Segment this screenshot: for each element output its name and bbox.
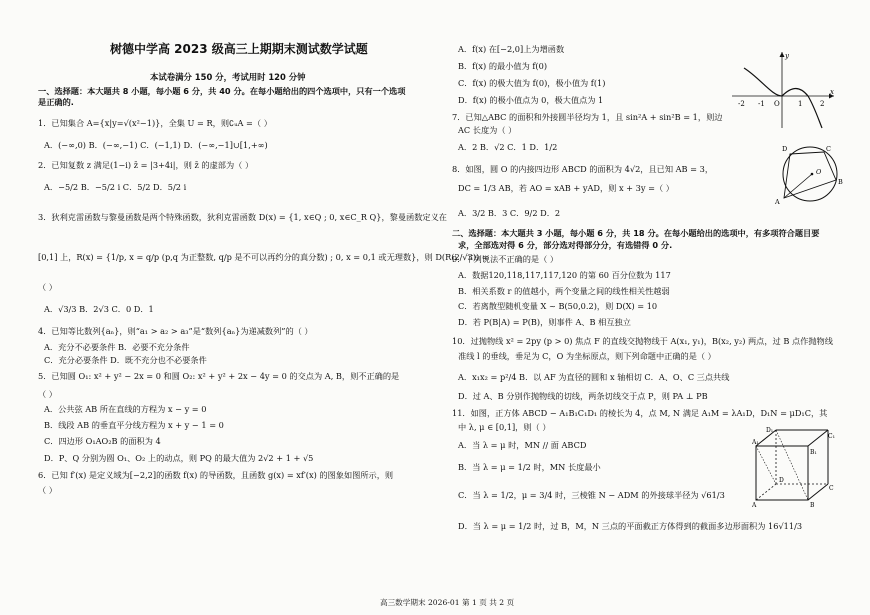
segment-d1c xyxy=(776,430,808,500)
x-axis-label: x xyxy=(830,88,834,96)
cube-edge-5 xyxy=(808,484,828,500)
q10: 10．过抛物线 x² = 2py (p > 0) 焦点 F 的直线交抛物线于 A(x₁, y₁)，B(x₂, y₂) 两点，过 B 点作抛物线 xyxy=(452,336,833,346)
q5-option-a: A．公共弦 AB 所在直线的方程为 x − y = 0 xyxy=(44,404,207,414)
q9-option-d: D．若 P(B|A) = P(B)，则事件 A、B 相互独立 xyxy=(458,317,631,327)
center-o xyxy=(811,173,814,176)
q3-paren: （ ） xyxy=(38,282,57,292)
cube-edge-2 xyxy=(808,430,828,446)
q4: 4．已知等比数列{aₙ}，则“a₁ > a₂ > a₃”是“数列{aₙ}为递减数列”的（ ） xyxy=(38,326,313,336)
q6-option-c: C．f(x) 的极大值为 f(0)，极小值为 f(1) xyxy=(458,78,606,88)
circle-figure xyxy=(774,140,846,206)
page-footer: 高三数学期末 2026-01 第 1 页 共 2 页 xyxy=(380,598,515,607)
q9-option-c: C．若离散型随机变量 X ~ B(50,0.2)，则 D(X) = 10 xyxy=(458,301,658,311)
circle-o xyxy=(783,147,837,201)
x-tick-2: 2 xyxy=(820,100,825,108)
x-tick-1: 1 xyxy=(798,100,803,108)
label-a: A xyxy=(775,198,780,206)
q1-options: A．(−∞,0) B．(−∞,−1) C．(−1,1) D．(−∞,−1]∪[1,+∞) xyxy=(44,140,268,150)
q6-option-b: B．f(x) 的最小值为 f(0) xyxy=(458,61,548,71)
q2-options: A．−5/2 B．−5/2 i C．5/2 D．5/2 i xyxy=(44,182,187,192)
graph-figure xyxy=(730,48,840,130)
x-tick-neg2: -2 xyxy=(738,100,745,108)
origin-label: O xyxy=(774,100,780,108)
q6-paren: （ ） xyxy=(38,485,57,495)
cube-hidden-3 xyxy=(756,484,776,500)
q4-options-cd: C．充分必要条件 D．既不充分也不必要条件 xyxy=(44,355,207,365)
q1: 1．已知集合 A={x|y=√(x²−1)}，全集 U = R，则∁ᵤA =（ ） xyxy=(38,118,272,128)
q4-options-ab: A．充分不必要条件 B．必要不充分条件 xyxy=(44,342,190,352)
q8-options: A．3/2 B．3 C．9/2 D．2 xyxy=(458,208,561,218)
label-b1: B₁ xyxy=(810,449,817,456)
section-2-header: 二、选择题：本大题共 3 小题，每小题 6 分，共 18 分。在每小题给出的选项中，有多项符合题目要 xyxy=(452,228,820,238)
section-1-header: 一、选择题：本大题共 8 小题，每小题 6 分，共 40 分。在每小题给出的四个选项中，只有一个选项 xyxy=(38,86,406,96)
label-d1: D₁ xyxy=(766,427,774,434)
cube-figure xyxy=(752,426,836,508)
label-d: D xyxy=(782,145,788,153)
q8: 8．如图，圆 O 的内接四边形 ABCD 的面积为 4√2，且已知 AB = 3， xyxy=(452,164,714,174)
exam-subtitle: 本试卷满分 150 分，考试用时 120 分钟 xyxy=(150,72,306,82)
section-1-header-cont: 是正确的. xyxy=(38,97,74,107)
section-2-header-cont: 求，全部选对得 6 分，部分选对得部分分，有选错得 0 分. xyxy=(458,240,673,250)
label-c1: C₁ xyxy=(828,433,835,440)
label-c: C xyxy=(826,145,831,153)
q9-option-b: B．相关系数 r 的值越小，两个变量之间的线性相关性越弱 xyxy=(458,286,670,296)
q5-option-b: B．线段 AB 的垂直平分线方程为 x + y − 1 = 0 xyxy=(44,420,224,430)
vector-ao xyxy=(784,174,812,198)
q11-option-d: D．当 λ = μ = 1/2 时，过 B，M，N 三点的平面截正方体得到的截面多边形面积为 16√11/3 xyxy=(458,521,803,531)
q10-option-d: D．过 A、B 分别作抛物线的切线，两条切线交于点 P，则 PA ⊥ PB xyxy=(458,391,708,401)
q5: 5．已知圆 O₁: x² + y² − 2x = 0 和圆 O₂: x² + y² + 2x − 4y = 0 的交点为 A, B，则不正确的是 xyxy=(38,371,400,381)
cube-front-face xyxy=(756,446,808,500)
curve-g xyxy=(744,68,825,128)
q5-paren: （ ） xyxy=(38,389,57,399)
q5-option-d: D．P、Q 分别为圆 O₁、O₂ 上的动点，则 PQ 的最大值为 2√2 + 1 + √5 xyxy=(44,453,314,463)
q3: 3．狄利克雷函数与黎曼函数是两个特殊函数，狄利克雷函数 D(x) = {1, x∈Q ; 0, x∈C_R Q}，黎曼函数定义在 xyxy=(38,212,447,222)
q7-cont: AC 长度为（ ） xyxy=(458,125,517,135)
y-axis-label: y xyxy=(785,52,789,60)
q3-cont: [0,1] 上，R(x) = {1/p, x = q/p (p,q 为正整数, q/p 是不可以再约分的真分数) ; 0, x = 0,1 或无理数}，则 D(R(2/√3)) = xyxy=(38,252,489,262)
q11-option-c: C．当 λ = 1/2，μ = 3/4 时，三棱锥 N − ADM 的外接球半径为 √61/3 xyxy=(458,490,725,500)
q9: 9．下列说法不正确的是（ ） xyxy=(452,254,559,264)
label-a1: A₁ xyxy=(752,439,759,446)
q2: 2．已知复数 z 满足(1−i) z̄ = |3+4i|，则 z̄ 的虚部为（ ） xyxy=(38,160,254,170)
y-axis-arrow xyxy=(780,52,785,57)
label-c: C xyxy=(829,485,834,492)
q11-cont: 中 λ, μ ∈ [0,1]，则（ ） xyxy=(458,422,551,432)
q9-option-a: A．数据120,118,117,117,120 的第 60 百分位数为 117 xyxy=(458,270,671,280)
q10-options-abc: A．x₁x₂ = p²/4 B．以 AF 为直径的圆和 x 轴相切 C．A、O、C 三点共线 xyxy=(458,372,730,382)
exam-title: 树德中学高 2023 级高三上期期末测试数学试题 xyxy=(110,42,368,56)
label-o: O xyxy=(816,168,822,176)
label-a: A xyxy=(752,502,757,508)
q10-cont: 准线 l 的垂线，垂足为 C，O 为坐标原点，则下列命题中正确的是（ ） xyxy=(458,351,716,361)
q11-option-a: A．当 λ = μ 时，MN // 面 ABCD xyxy=(458,440,587,450)
q5-option-c: C．四边形 O₁AO₂B 的面积为 4 xyxy=(44,436,161,446)
x-tick-neg1: -1 xyxy=(758,100,765,108)
label-b: B xyxy=(838,178,843,186)
label-d: D xyxy=(779,477,784,484)
q11: 11．如图，正方体 ABCD − A₁B₁C₁D₁ 的棱长为 4，点 M, N 满足 A₁M = λA₁D，D₁N = μD₁C，其 xyxy=(452,408,828,418)
label-b: B xyxy=(810,502,815,508)
q11-option-b: B．当 λ = μ = 1/2 时，MN 长度最小 xyxy=(458,462,601,472)
q7-options: A．2 B．√2 C．1 D．1/2 xyxy=(458,142,558,152)
q6-option-a: A．f(x) 在[−2,0]上为增函数 xyxy=(458,44,565,54)
q7: 7．已知△ABC 的面积和外接圆半径均为 1，且 sin²A + sin²B = 1，则边 xyxy=(452,112,723,122)
q3-options: A．√3/3 B．2√3 C．0 D．1 xyxy=(44,304,154,314)
q6: 6．已知 f′(x) 是定义域为[−2,2]的函数 f(x) 的导函数，且函数 g(x) = xf′(x) 的图象如图所示，则 xyxy=(38,470,394,480)
segment-a1d xyxy=(756,446,776,484)
q6-option-d: D．f(x) 的极小值点为 0，极大值点为 1 xyxy=(458,95,604,105)
q8-cont: DC = 1/3 AB，若 AO = xAB + yAD，则 x + 3y =（ ） xyxy=(458,183,674,193)
